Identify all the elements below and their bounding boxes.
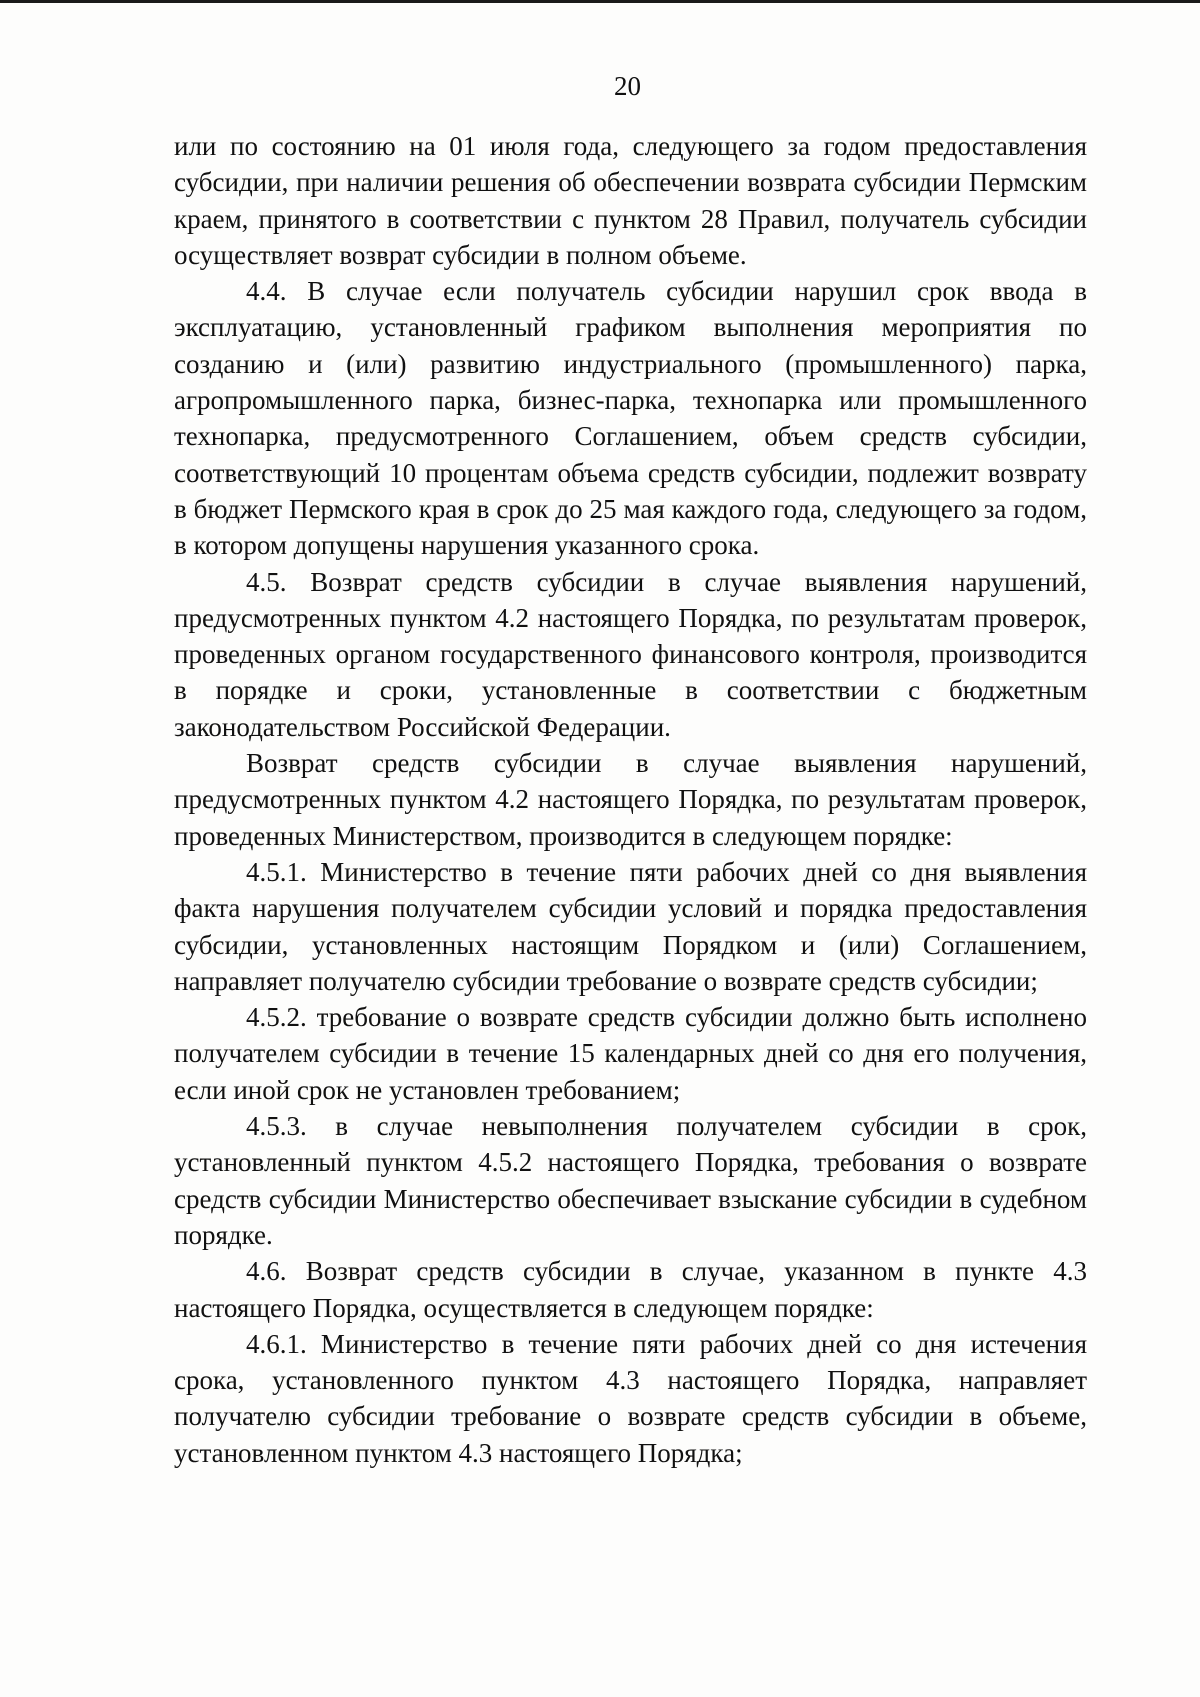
paragraph-4-5-1: 4.5.1. Министерство в течение пяти рабочих дней со дня выявления факта нарушения получателем субсидии условий и порядка предоставления субсидии, установленных настоящим Порядком и (или) Соглашением, направляет получателю субсидии требование о возврате средств субсидии; [174,856,1087,996]
paragraph-4-5-2: 4.5.2. требование о возврате средств субсидии должно быть исполнено получателем субсидии в течение 15 календарных дней со дня его получения, если иной срок не установлен требованием; [174,1002,1087,1105]
page-number: 20 [614,71,641,101]
paragraph-4-4: 4.4. В случае если получатель субсидии нарушил срок ввода в эксплуатацию, установленный графиком выполнения мероприятия по созданию и (или) развитию индустриального (промышленного) парка, агропромышленного парка, бизнес-парка, технопарка или промышленного технопарка, предусмотренного Соглашением, объем средств субсидии, соответствующий 10 процентам объема средств субсидии, подлежит возврату в бюджет Пермского края в срок до 25 мая каждого года, следующего за годом, в котором допущены нарушения указанного срока. [174,276,1087,561]
paragraph-continuation: или по состоянию на 01 июля года, следующего за годом предоставления субсидии, при наличии решения об обеспечении возврата субсидии Пермским краем, принятого в соответствии с пунктом 28 Правил, получатель субсидии осуществляет возврат субсидии в полном объеме. [174,131,1087,270]
paragraph-4-6: 4.6. Возврат средств субсидии в случае, указанном в пункте 4.3 настоящего Порядка, осуществляется в следующем порядке: [174,1256,1087,1323]
paragraph-4-6-1: 4.6.1. Министерство в течение пяти рабочих дней со дня истечения срока, установленного пунктом 4.3 настоящего Порядка, направляет получателю субсидии требование о возврате средств субсидии в объеме, установленном пунктом 4.3 настоящего Порядка; [174,1328,1087,1468]
document-body [174,128,1087,1471]
paragraph-4-5-return-order: Возврат средств субсидии в случае выявления нарушений, предусмотренных пунктом 4.2 настоящего Порядка, по результатам проверок, проведенных Министерством, производится в следующем порядке: [174,748,1087,851]
paragraph-4-5: 4.5. Возврат средств субсидии в случае выявления нарушений, предусмотренных пунктом 4.2 настоящего Порядка, по результатам проверок, проведенных органом государственного финансового контроля, производится в порядке и сроки, установленные в соответствии с бюджетным законодательством Российской Федерации. [174,566,1087,742]
paragraph-4-5-3: 4.5.3. в случае невыполнения получателем субсидии в срок, установленный пунктом 4.5.2 настоящего Порядка, требования о возврате средств субсидии Министерство обеспечивает взыскание субсидии в судебном порядке. [174,1111,1087,1250]
